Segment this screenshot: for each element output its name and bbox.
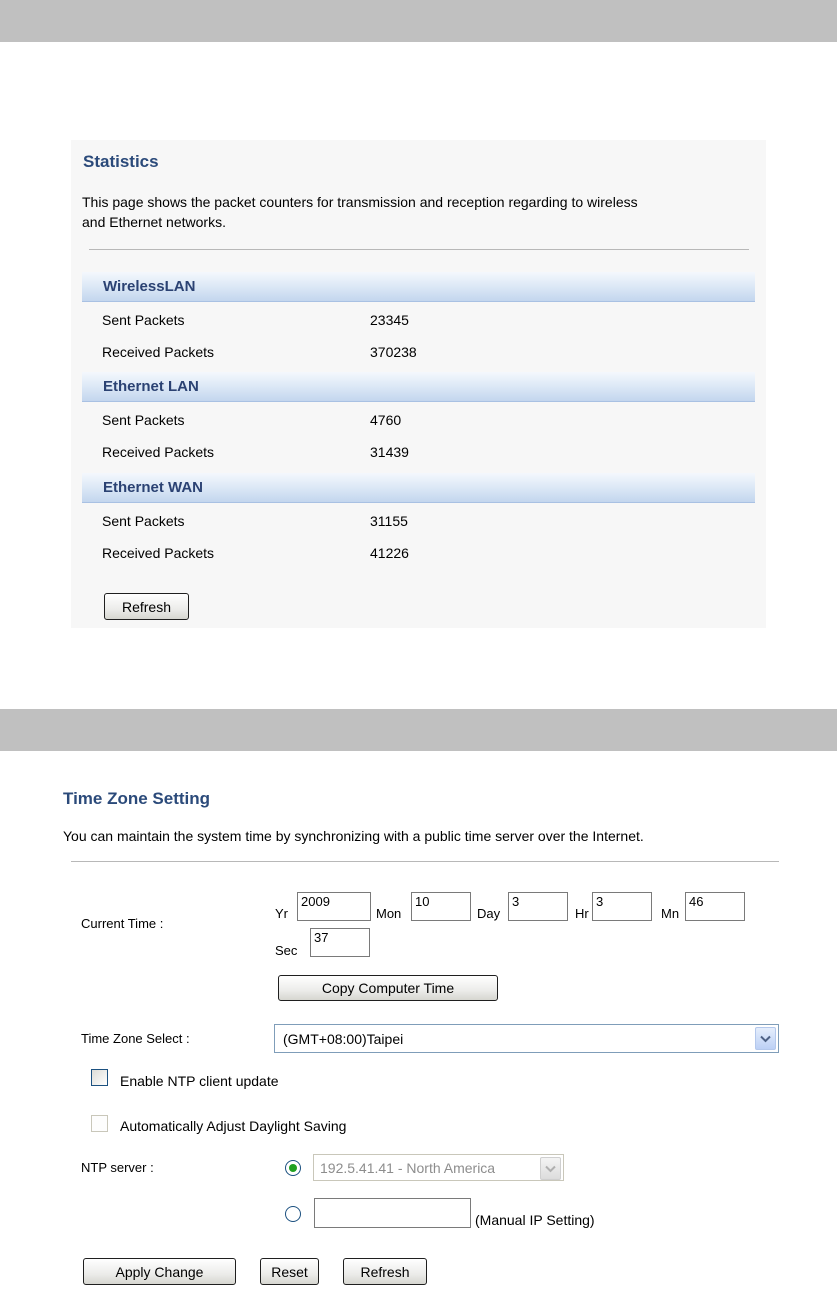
day-label: Day bbox=[477, 906, 501, 921]
section-title: Ethernet LAN bbox=[103, 378, 199, 395]
current-time-label: Current Time : bbox=[81, 916, 164, 931]
section-header-ethernet-wan bbox=[82, 473, 755, 503]
divider bbox=[71, 861, 779, 862]
copy-computer-time-button[interactable]: Copy Computer Time bbox=[278, 975, 498, 1001]
daylight-saving-label: Automatically Adjust Daylight Saving bbox=[120, 1118, 347, 1134]
refresh-button[interactable]: Refresh bbox=[104, 593, 189, 620]
section-title: WirelessLAN bbox=[103, 278, 196, 295]
ntp-server-select[interactable] bbox=[313, 1154, 564, 1181]
section-header-wirelesslan bbox=[82, 272, 755, 302]
lan-sent-value: 4760 bbox=[370, 412, 402, 428]
month-input[interactable]: 10 bbox=[411, 892, 471, 921]
sent-packets-label: Sent Packets bbox=[102, 312, 185, 328]
time-zone-select-value: (GMT+08:00)Taipei bbox=[283, 1031, 404, 1047]
sent-packets-label: Sent Packets bbox=[102, 412, 185, 428]
second-input[interactable]: 37 bbox=[310, 928, 370, 957]
chevron-down-icon[interactable] bbox=[540, 1157, 561, 1180]
timezone-title: Time Zone Setting bbox=[63, 789, 211, 808]
received-packets-label: Received Packets bbox=[102, 344, 215, 360]
middle-gray-bar bbox=[0, 709, 837, 751]
time-zone-select-label: Time Zone Select : bbox=[81, 1031, 190, 1046]
top-gray-bar bbox=[0, 0, 837, 42]
radio-selected-dot bbox=[289, 1164, 297, 1172]
hour-input[interactable]: 3 bbox=[592, 892, 652, 921]
statistics-desc-line2: and Ethernet networks. bbox=[82, 214, 226, 230]
daylight-saving-checkbox[interactable] bbox=[91, 1115, 108, 1132]
received-packets-label: Received Packets bbox=[102, 444, 215, 460]
minute-input[interactable]: 46 bbox=[685, 892, 745, 921]
ntp-server-label: NTP server : bbox=[81, 1160, 154, 1175]
manual-ip-input[interactable] bbox=[314, 1198, 471, 1228]
minute-label: Mn bbox=[661, 906, 680, 921]
enable-ntp-checkbox[interactable] bbox=[91, 1069, 108, 1086]
apply-change-button[interactable]: Apply Change bbox=[83, 1258, 236, 1285]
chevron-down-icon[interactable] bbox=[755, 1027, 776, 1050]
refresh-button[interactable]: Refresh bbox=[343, 1258, 427, 1285]
wan-sent-value: 31155 bbox=[370, 513, 408, 529]
wlan-sent-value: 23345 bbox=[370, 312, 409, 328]
section-title: Ethernet WAN bbox=[103, 479, 204, 496]
year-input[interactable]: 2009 bbox=[297, 892, 371, 921]
month-label: Mon bbox=[376, 906, 402, 921]
section-header-ethernet-lan bbox=[82, 372, 755, 402]
statistics-description bbox=[82, 192, 762, 232]
statistics-desc-line1: This page shows the packet counters for transmission and reception regarding to wireless bbox=[82, 194, 638, 210]
divider bbox=[89, 249, 749, 250]
year-label: Yr bbox=[275, 906, 288, 921]
wan-received-value: 41226 bbox=[370, 545, 409, 561]
wlan-received-value: 370238 bbox=[370, 344, 417, 360]
hour-label: Hr bbox=[575, 906, 589, 921]
reset-button[interactable]: Reset bbox=[260, 1258, 319, 1285]
manual-ip-label: (Manual IP Setting) bbox=[475, 1212, 595, 1228]
sent-packets-label: Sent Packets bbox=[102, 513, 185, 529]
enable-ntp-label: Enable NTP client update bbox=[120, 1073, 279, 1089]
lan-received-value: 31439 bbox=[370, 444, 409, 460]
ntp-server-select-value: 192.5.41.41 - North America bbox=[320, 1160, 496, 1176]
statistics-title: Statistics bbox=[83, 152, 159, 171]
day-input[interactable]: 3 bbox=[508, 892, 568, 921]
timezone-description: You can maintain the system time by synchronizing with a public time server over the Internet. bbox=[63, 828, 644, 844]
time-zone-select[interactable] bbox=[274, 1024, 779, 1053]
ntp-server-preset-radio[interactable] bbox=[285, 1160, 301, 1176]
second-label: Sec bbox=[275, 943, 298, 958]
received-packets-label: Received Packets bbox=[102, 545, 215, 561]
ntp-server-manual-radio[interactable] bbox=[285, 1206, 301, 1222]
